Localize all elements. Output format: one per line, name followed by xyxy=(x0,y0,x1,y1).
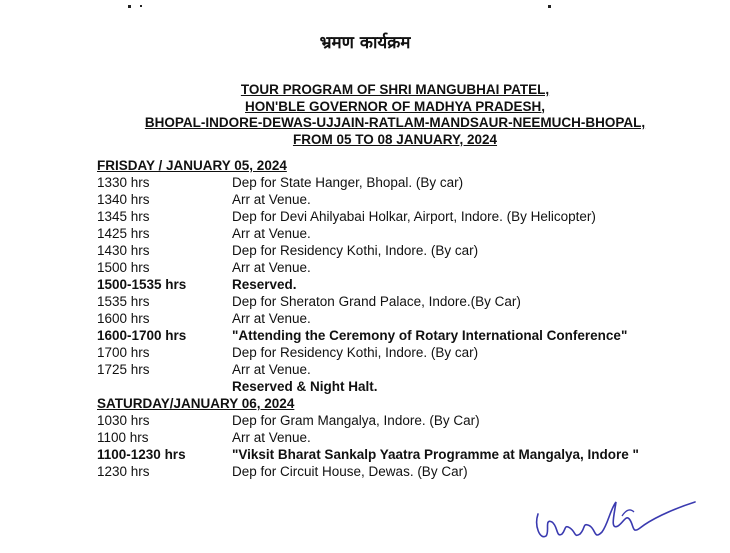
signature-icon xyxy=(530,496,700,548)
heading-line-1: TOUR PROGRAM OF SHRI MANGUBHAI PATEL, xyxy=(240,82,550,97)
schedule-row xyxy=(97,412,727,429)
row-time: 1425 hrs xyxy=(97,226,150,241)
schedule-row xyxy=(97,259,727,276)
schedule-row-highlight xyxy=(97,378,727,395)
day1-heading: FRISDAY / JANUARY 05, 2024 xyxy=(97,158,287,173)
row-activity: Dep for Devi Ahilyabai Holkar, Airport, Indore. (By Helicopter) xyxy=(232,209,596,224)
row-activity: "Viksit Bharat Sankalp Yaatra Programme at Mangalya, Indore " xyxy=(232,447,639,462)
schedule-row xyxy=(97,429,727,446)
row-time: 1500 hrs xyxy=(97,260,150,275)
row-activity: Arr at Venue. xyxy=(232,192,311,207)
row-time: 1600 hrs xyxy=(97,311,150,326)
row-time: 1345 hrs xyxy=(97,209,150,224)
row-time: 1340 hrs xyxy=(97,192,150,207)
row-time: 1700 hrs xyxy=(97,345,150,360)
day2-heading: SATURDAY/JANUARY 06, 2024 xyxy=(97,396,295,411)
row-activity: Reserved & Night Halt. xyxy=(232,379,378,394)
schedule-row xyxy=(97,225,727,242)
row-activity: Dep for Residency Kothi, Indore. (By car) xyxy=(232,345,479,360)
schedule-row xyxy=(97,208,727,225)
row-time: 1500-1535 hrs xyxy=(97,277,187,292)
schedule-row xyxy=(97,242,727,259)
top-scan-marks xyxy=(0,0,730,8)
schedule-row xyxy=(97,344,727,361)
row-activity: Arr at Venue. xyxy=(232,260,311,275)
row-time: 1725 hrs xyxy=(97,362,150,377)
schedule xyxy=(97,157,727,480)
row-activity: Dep for Residency Kothi, Indore. (By car) xyxy=(232,243,479,258)
scan-artifact-icon xyxy=(0,5,730,13)
row-time: 1330 hrs xyxy=(97,175,150,190)
row-time: 1430 hrs xyxy=(97,243,150,258)
document-heading xyxy=(0,82,730,148)
row-time: 1535 hrs xyxy=(97,294,150,309)
schedule-row xyxy=(97,310,727,327)
row-time: 1100 hrs xyxy=(97,430,149,445)
schedule-row-highlight xyxy=(97,276,727,293)
row-activity: Arr at Venue. xyxy=(232,226,311,241)
heading-line-3: BHOPAL-INDORE-DEWAS-UJJAIN-RATLAM-MANDSAUR-NEEMUCH-BHOPAL, xyxy=(144,115,646,130)
schedule-row xyxy=(97,174,727,191)
schedule-row xyxy=(97,361,727,378)
row-time: 1600-1700 hrs xyxy=(97,328,187,343)
schedule-row xyxy=(97,191,727,208)
row-activity: Arr at Venue. xyxy=(232,311,311,326)
row-time xyxy=(97,378,232,395)
schedule-row xyxy=(97,293,727,310)
schedule-row xyxy=(97,463,727,480)
row-activity: Dep for State Hanger, Bhopal. (By car) xyxy=(232,175,464,190)
hindi-title: भ्रमण कार्यक्रम xyxy=(319,33,411,53)
row-time: 1030 hrs xyxy=(97,413,150,428)
schedule-row-highlight xyxy=(97,446,727,463)
row-activity: Dep for Sheraton Grand Palace, Indore.(By Car) xyxy=(232,294,521,309)
schedule-row-highlight xyxy=(97,327,727,344)
heading-line-4: FROM 05 TO 08 JANUARY, 2024 xyxy=(292,131,498,147)
row-time: 1230 hrs xyxy=(97,464,150,479)
row-activity: Arr at Venue. xyxy=(232,362,311,377)
row-time: 1100-1230 hrs xyxy=(97,447,186,462)
row-activity: "Attending the Ceremony of Rotary International Conference" xyxy=(232,328,628,343)
row-activity: Reserved. xyxy=(232,277,297,292)
heading-line-2: HON'BLE GOVERNOR OF MADHYA PRADESH, xyxy=(245,98,545,114)
signature xyxy=(530,496,700,548)
row-activity: Dep for Circuit House, Dewas. (By Car) xyxy=(232,464,468,479)
row-activity: Arr at Venue. xyxy=(232,430,311,445)
row-activity: Dep for Gram Mangalya, Indore. (By Car) xyxy=(232,413,480,428)
